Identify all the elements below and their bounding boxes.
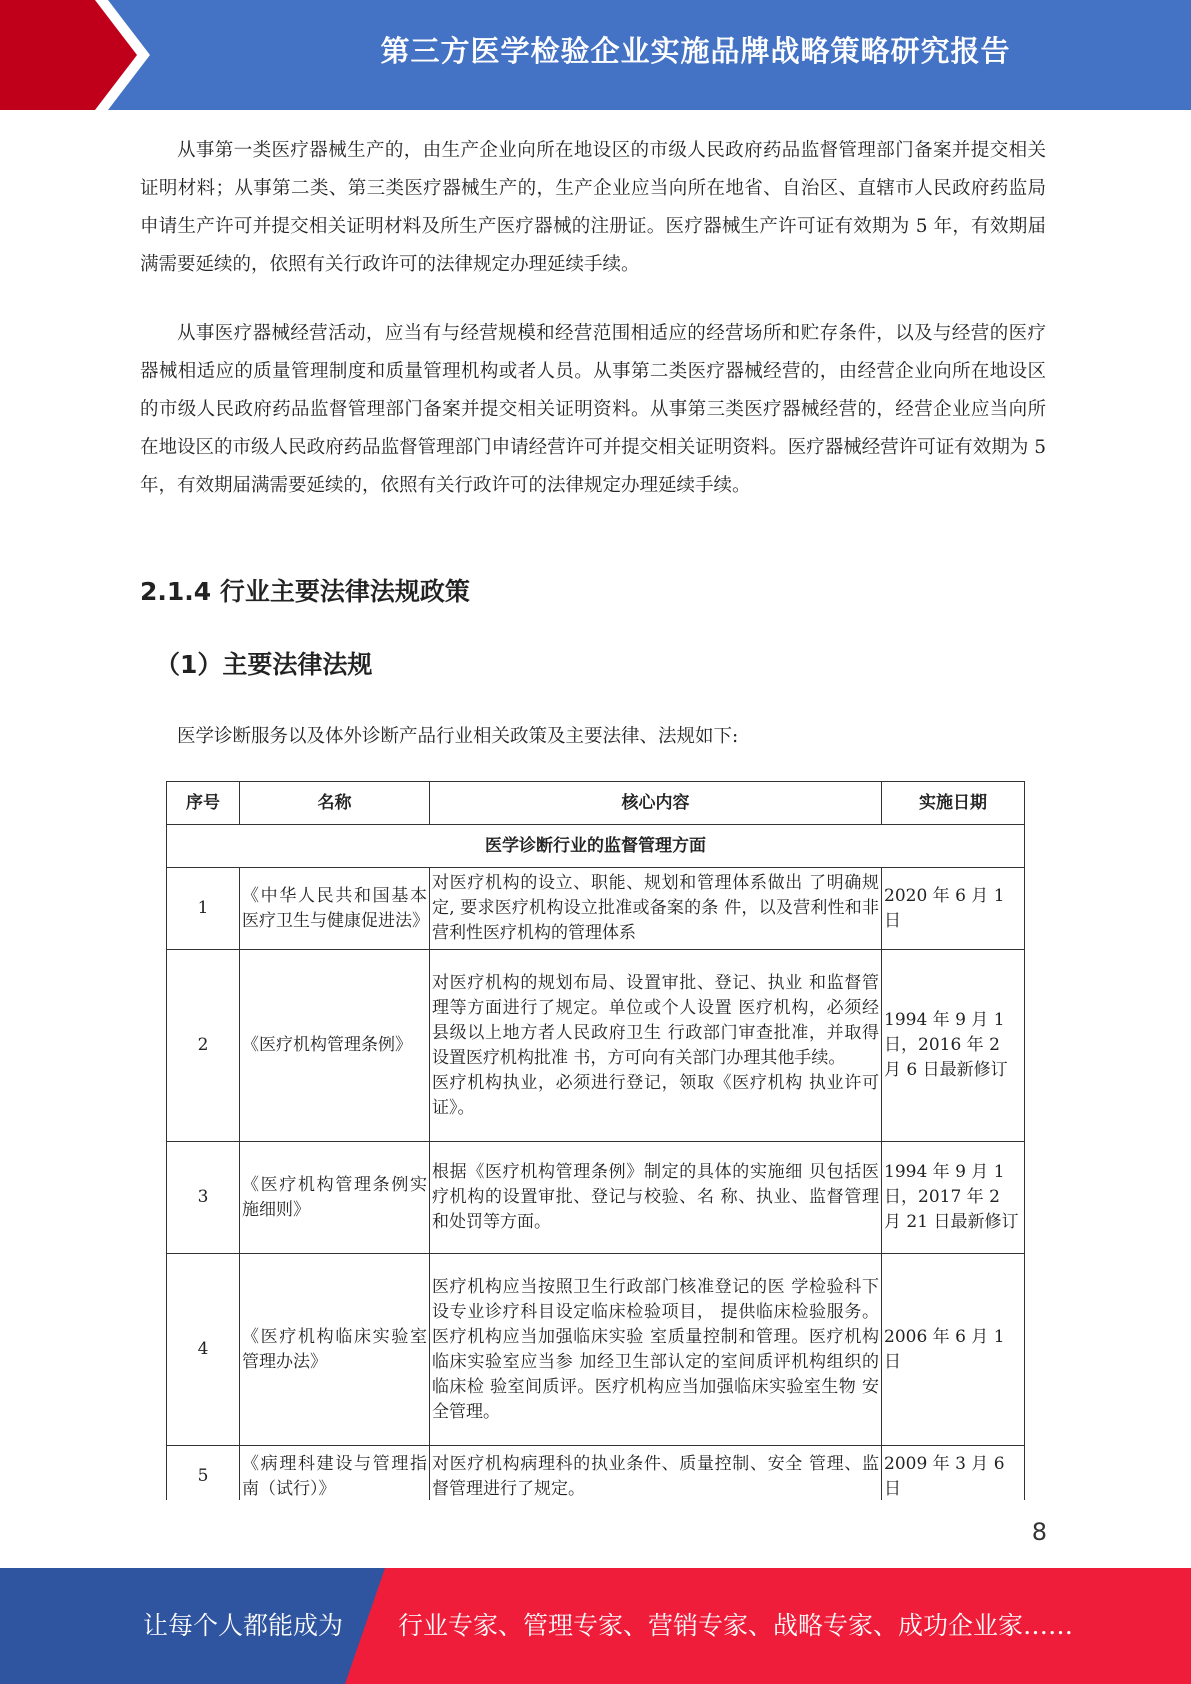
- row-no: 2: [167, 950, 240, 1142]
- header-title: 第三方医学检验企业实施品牌战略策略研究报告: [380, 34, 1011, 68]
- row-content: 对医疗机构病理科的执业条件、质量控制、安全 管理、监督管理进行了规定。: [430, 1446, 882, 1501]
- table-category-row: [167, 825, 1025, 868]
- page-number: 8: [1031, 1518, 1047, 1546]
- table-row: [167, 950, 1025, 1142]
- header-no: 序号: [167, 782, 240, 825]
- row-content: 医疗机构应当按照卫生行政部门核准登记的医 学检验科下设专业诊疗科目设定临床检验项目， 提供临床检验服务。医疗机构应当加强临床实验 室质量控制和管理。医疗机构临床实验室应当参 加经卫生部认定的室间质评机构组织的临床检 验室间质评。医疗机构应当加强临床实验室生物 安全管理。: [430, 1254, 882, 1446]
- row-content: 根据《医疗机构管理条例》制定的具体的实施细 贝包括医疗机构的设置审批、登记与校验、名 称、执业、监督管理和处罚等方面。: [430, 1142, 882, 1254]
- row-content: 对医疗机构的设立、职能、规划和管理体系做出 了明确规定, 要求医疗机构设立批准或备案的条 件，以及营利性和非营利性医疗机构的管理体系: [430, 868, 882, 950]
- paragraph-2: 从事医疗器械经营活动，应当有与经营规模和经营范围相适应的经营场所和贮存条件，以及与经营的医疗器械相适应的质量管理制度和质量管理机构或者人员。从事第二类医疗器械经营的，由经营企业向所在地设区的市级人民政府药品监督管理部门备案并提交相关证明资料。从事第三类医疗器械经营的，经营企业应当向所在地设区的市级人民政府药品监督管理部门申请经营许可并提交相关证明资料。医疗器械经营许可证有效期为 5 年，有效期届满需要延续的，依照有关行政许可的法律规定办理延续手续。: [140, 323, 1046, 496]
- header-date: 实施日期: [882, 782, 1025, 825]
- row-name: 《病理科建设与管理指南（试行）》: [240, 1446, 430, 1501]
- regulation-table: [166, 781, 1025, 1500]
- footer-slogan-left: 让每个人都能成为: [143, 1611, 344, 1640]
- row-date: 1994 年 9 月 1 日，2017 年 2 月 21 日最新修订: [882, 1142, 1025, 1254]
- row-no: 1: [167, 868, 240, 950]
- category-cell: 医学诊断行业的监督管理方面: [167, 825, 1025, 868]
- header-chevron-icon: [0, 0, 150, 110]
- row-no: 5: [167, 1446, 240, 1501]
- row-name: 《中华人民共和国基本医疗卫生与健康促进法》: [240, 868, 430, 950]
- regulation-table-container: [160, 775, 1030, 1500]
- subsection-heading: （1）主要法律法规: [155, 650, 373, 679]
- table-header-row: [167, 782, 1025, 825]
- row-date: 1994 年 9 月 1 日，2016 年 2 月 6 日最新修订: [882, 950, 1025, 1142]
- row-date: 2020 年 6 月 1 日: [882, 868, 1025, 950]
- row-date: 2009 年 3 月 6 日: [882, 1446, 1025, 1501]
- page-footer: [0, 1568, 1191, 1684]
- row-name: 《医疗机构管理条例实施细则》: [240, 1142, 430, 1254]
- header-content: 核心内容: [430, 782, 882, 825]
- paragraph-1: 从事第一类医疗器械生产的，由生产企业向所在地设区的市级人民政府药品监督管理部门备案并提交相关证明材料；从事第二类、第三类医疗器械生产的，生产企业应当向所在地省、自治区、直辖市人民政府药监局申请生产许可并提交相关证明材料及所生产医疗器械的注册证。医疗器械生产许可证有效期为 5 年，有效期届满需要延续的，依照有关行政许可的法律规定办理延续手续。: [140, 140, 1046, 275]
- row-name: 《医疗机构临床实验室管理办法》: [240, 1254, 430, 1446]
- row-name: 《医疗机构管理条例》: [240, 950, 430, 1142]
- row-no: 4: [167, 1254, 240, 1446]
- table-row: [167, 1142, 1025, 1254]
- section-heading: 2.1.4 行业主要法律法规政策: [140, 577, 470, 606]
- header-name: 名称: [240, 782, 430, 825]
- table-row: [167, 1446, 1025, 1501]
- row-no: 3: [167, 1142, 240, 1254]
- row-date: 2006 年 6 月 1 日: [882, 1254, 1025, 1446]
- table-row: [167, 1254, 1025, 1446]
- table-row: [167, 868, 1025, 950]
- table-intro: 医学诊断服务以及体外诊断产品行业相关政策及主要法律、法规如下:: [177, 726, 739, 747]
- row-content: 对医疗机构的规划布局、设置审批、登记、执业 和监督管理等方面进行了规定。单位或个人设置 医疗机构，必须经县级以上地方者人民政府卫生 行政部门审查批准，并取得设置医疗机构批准 书，方可向有关部门办理其他手续。 医疗机构执业，必须进行登记，领取《医疗机构 执业许可证》。: [430, 950, 882, 1142]
- page-header: [0, 0, 1191, 110]
- footer-slogan-right: 行业专家、管理专家、营销专家、战略专家、成功企业家……: [398, 1611, 1074, 1640]
